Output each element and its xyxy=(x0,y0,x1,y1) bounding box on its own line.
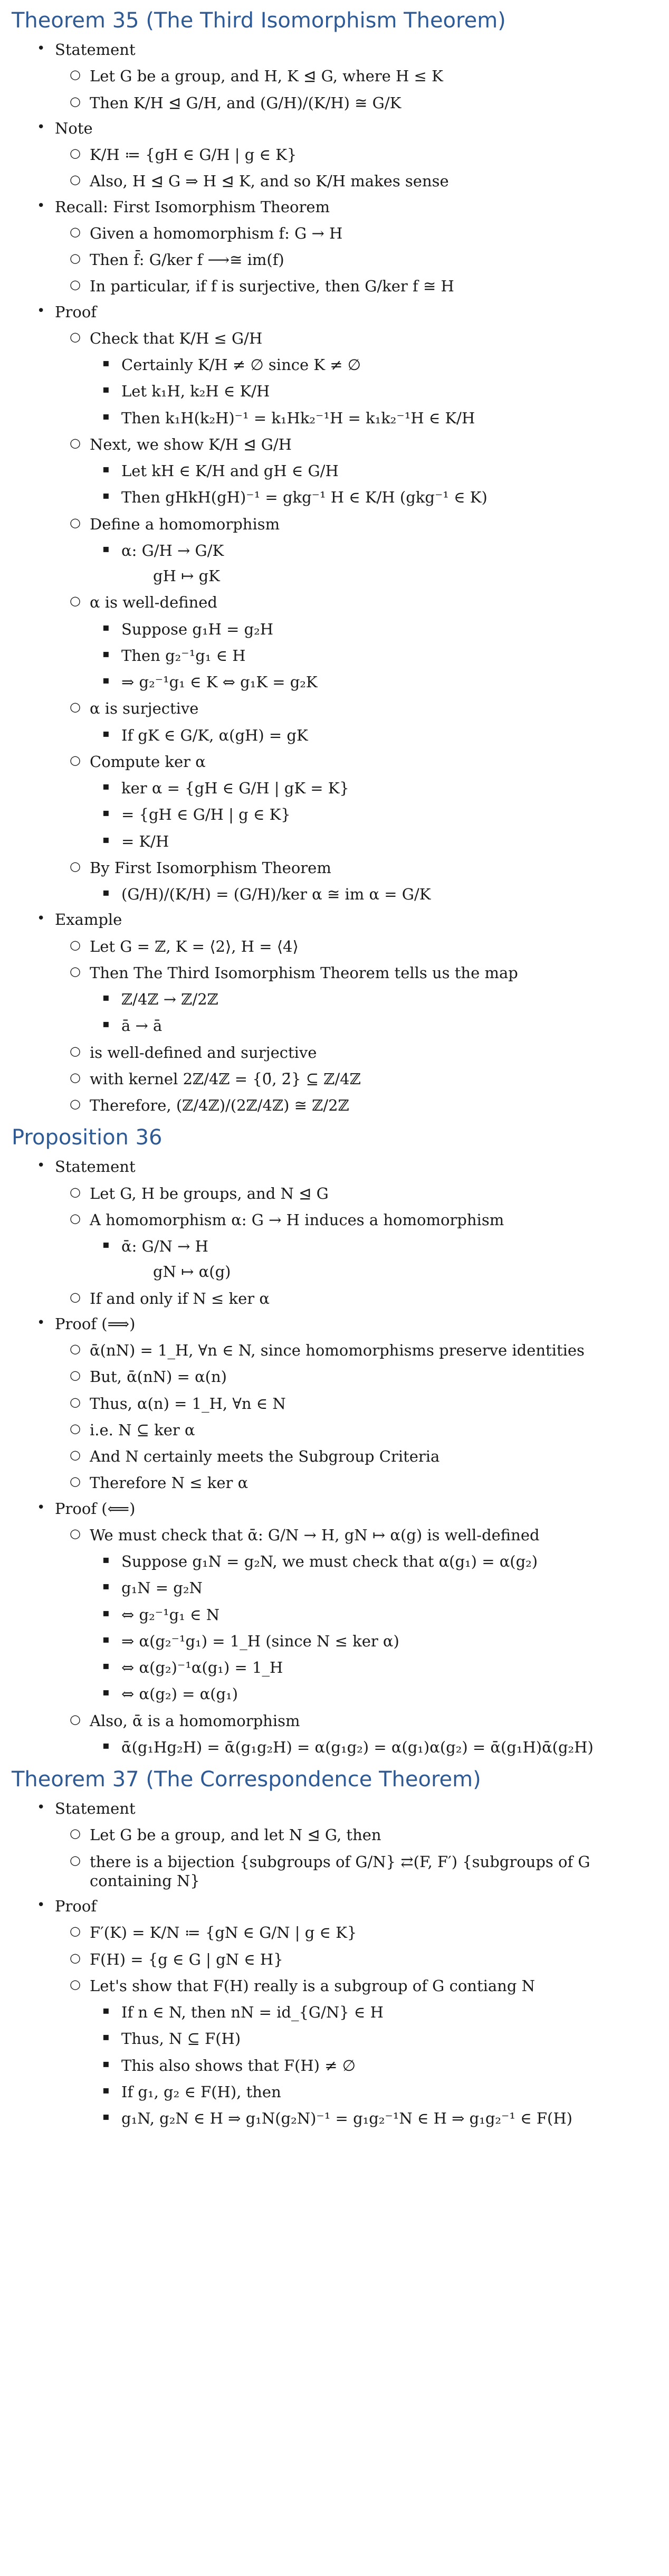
bullet-icon: ▪ xyxy=(102,1238,110,1251)
list-item xyxy=(55,1394,657,1413)
bullet-icon: ▪ xyxy=(102,780,110,792)
list-item xyxy=(55,67,657,86)
list-item xyxy=(12,197,657,296)
list-item xyxy=(90,673,657,692)
list-item xyxy=(55,1289,657,1308)
bullet-icon: ▪ xyxy=(102,2004,110,2016)
item-text: We must check that ᾱ: G/N → H, gN ↦ α(g) is well-defined xyxy=(90,1526,540,1544)
section-heading: Theorem 37 (The Correspondence Theorem) xyxy=(12,1767,481,1792)
item-text: Then g₂⁻¹g₁ ∈ H xyxy=(121,646,246,665)
item-text: ⇒ α(g₂⁻¹g₁) = 1_H (since N ≤ ker α) xyxy=(121,1632,399,1650)
bullet-icon: ○ xyxy=(70,1043,81,1058)
bullet-icon: ○ xyxy=(70,172,81,187)
bullet-icon: ○ xyxy=(70,1069,81,1085)
bullet-icon: ○ xyxy=(70,93,81,109)
item-text: ⇒ g₂⁻¹g₁ ∈ K ⇔ g₁K = g₂K xyxy=(121,673,318,691)
bullet-icon: ○ xyxy=(70,1210,81,1226)
list-item xyxy=(90,1552,657,1571)
item-text: If g₁, g₂ ∈ F(H), then xyxy=(121,2082,281,2101)
bullet-icon: ▪ xyxy=(102,1632,110,1645)
item-text: Proof (⟸) xyxy=(55,1499,136,1518)
bullet-icon: • xyxy=(37,302,45,319)
item-text: F(H) = {g ∈ G | gN ∈ H} xyxy=(90,1950,283,1968)
bullet-icon: ○ xyxy=(70,1341,81,1356)
bullet-icon: ○ xyxy=(70,1096,81,1111)
list-item xyxy=(90,1684,657,1703)
item-text: ⇔ α(g₂) = α(g₁) xyxy=(121,1685,238,1703)
list-item xyxy=(90,1605,657,1624)
bullet-icon: ▪ xyxy=(102,886,110,898)
list-item xyxy=(55,1447,657,1466)
bullet-icon: ▪ xyxy=(102,1738,110,1751)
bullet-icon: ○ xyxy=(70,224,81,239)
bullet-icon: ▪ xyxy=(102,462,110,475)
bullet-icon: ○ xyxy=(70,752,81,768)
list-item xyxy=(12,1314,657,1493)
outline-level-2 xyxy=(55,145,657,191)
item-text: Then k₁H(k₂H)⁻¹ = k₁Hk₂⁻¹H = k₁k₂⁻¹H ∈ K/H xyxy=(121,409,475,427)
item-text: Let G, H be groups, and N ⊴ G xyxy=(90,1184,329,1202)
item-text: If gK ∈ G/K, α(gH) = gK xyxy=(121,726,308,744)
outline-level-1 xyxy=(12,1799,657,2128)
item-text: Example xyxy=(55,911,122,929)
bullet-icon: ▪ xyxy=(102,2110,110,2123)
list-item xyxy=(55,699,657,745)
item-text: In particular, if f is surjective, then G/ker f ≅ H xyxy=(90,277,454,296)
outline-level-3 xyxy=(90,2003,657,2128)
item-text: ā → ā xyxy=(121,1017,163,1035)
bullet-icon: • xyxy=(37,1314,45,1331)
bullet-icon: ○ xyxy=(70,1950,81,1965)
bullet-icon: ○ xyxy=(70,1711,81,1727)
item-text: F′(K) = K/N ≔ {gN ∈ G/N | g ∈ K} xyxy=(90,1924,357,1942)
outline-level-1 xyxy=(12,40,657,1115)
outline-level-3 xyxy=(90,355,657,428)
outline-level-3 xyxy=(90,461,657,507)
list-item xyxy=(55,1950,657,1969)
item-text: Then f̄: G/ker f ⟶≅ im(f) xyxy=(90,251,284,269)
list-item xyxy=(90,488,657,507)
bullet-icon: ○ xyxy=(70,1976,81,1992)
list-item xyxy=(90,541,657,586)
section xyxy=(12,1124,657,1757)
list-item xyxy=(90,620,657,639)
item-text: Thus, N ⊆ F(H) xyxy=(121,2030,241,2048)
bullet-icon: ▪ xyxy=(102,832,110,846)
item-text: (G/H)/(K/H) = (G/H)/ker α ≅ im α = G/K xyxy=(121,885,431,903)
outline-level-2 xyxy=(55,937,657,1115)
bullet-icon: ▪ xyxy=(102,991,110,1003)
bullet-icon: ○ xyxy=(70,1924,81,1939)
outline-level-3 xyxy=(90,990,657,1036)
item-text: Note xyxy=(55,119,93,137)
bullet-icon: ▪ xyxy=(102,1579,110,1593)
bullet-icon: ▪ xyxy=(102,2083,110,2096)
item-text: ᾱ(g₁Hg₂H) = ᾱ(g₁g₂H) = α(g₁g₂) = α(g₁)α(g₂) = ᾱ(g₁H)ᾱ(g₂H) xyxy=(121,1738,594,1756)
bullet-icon: • xyxy=(37,41,45,56)
list-item xyxy=(90,2056,657,2075)
bullet-icon: ○ xyxy=(70,1474,81,1489)
list-item xyxy=(90,1237,657,1282)
outline-level-2 xyxy=(55,1341,657,1493)
bullet-icon: ○ xyxy=(70,1447,81,1462)
item-text: is well-defined and surjective xyxy=(90,1043,317,1062)
list-item xyxy=(55,172,657,191)
bullet-icon: • xyxy=(37,1499,45,1516)
bullet-icon: • xyxy=(37,911,45,927)
bullet-icon: ○ xyxy=(70,329,81,344)
list-item xyxy=(55,858,657,904)
list-item xyxy=(55,277,657,296)
item-text: g₁N = g₂N xyxy=(121,1579,203,1597)
bullet-icon: ○ xyxy=(70,1289,81,1304)
outline-level-2 xyxy=(55,67,657,112)
item-text: Statement xyxy=(55,1158,136,1176)
bullet-icon: ▪ xyxy=(102,806,110,819)
list-item xyxy=(90,1632,657,1651)
list-item xyxy=(55,435,657,507)
list-item xyxy=(55,937,657,956)
bullet-icon: ▪ xyxy=(102,1685,110,1699)
item-text: K/H ≔ {gH ∈ G/H | g ∈ K} xyxy=(90,146,297,164)
outline-level-2 xyxy=(55,224,657,296)
list-item xyxy=(90,646,657,665)
item-text: α is surjective xyxy=(90,699,199,718)
bullet-icon: • xyxy=(37,119,45,135)
list-item xyxy=(90,832,657,851)
item-text: with kernel 2ℤ/4ℤ = {0̄, 2̄} ⊆ ℤ/4ℤ xyxy=(90,1069,361,1088)
outline-level-2 xyxy=(55,1825,657,1890)
list-item xyxy=(12,40,657,112)
list-item xyxy=(55,593,657,692)
item-text: Suppose g₁N = g₂N, we must check that α(g₁) = α(g₂) xyxy=(121,1552,538,1570)
list-item xyxy=(55,1976,657,2128)
item-text: Therefore N ≤ ker α xyxy=(90,1474,249,1492)
item-text: Check that K/H ≤ G/H xyxy=(90,329,263,347)
outline-level-2 xyxy=(55,1184,657,1308)
bullet-icon: ▪ xyxy=(102,1606,110,1619)
section-heading: Theorem 35 (The Third Isomorphism Theorem) xyxy=(12,8,506,33)
item-text: Proof (⟹) xyxy=(55,1314,136,1333)
section xyxy=(12,7,657,1115)
item-continuation: gN ↦ α(g) xyxy=(153,1263,231,1281)
list-item xyxy=(90,1016,657,1035)
list-item xyxy=(55,752,657,851)
bullet-icon: ○ xyxy=(70,515,81,530)
list-item xyxy=(12,1499,657,1757)
list-item xyxy=(90,2109,657,2128)
bullet-icon: ▪ xyxy=(102,542,110,555)
list-item xyxy=(55,93,657,112)
list-item xyxy=(55,250,657,269)
bullet-icon: ▪ xyxy=(102,356,110,369)
item-text: Thus, α(n) = 1_H, ∀n ∈ N xyxy=(90,1394,286,1413)
item-text: Statement xyxy=(55,1800,136,1817)
item-text: Then K/H ⊴ G/H, and (G/H)/(K/H) ≅ G/K xyxy=(90,93,402,112)
section-heading: Proposition 36 xyxy=(12,1125,163,1150)
item-text: Then gHkH(gH)⁻¹ = gkg⁻¹ H ∈ K/H (gkg⁻¹ ∈ K) xyxy=(121,488,488,507)
bullet-icon: ▪ xyxy=(102,409,110,422)
item-text: ker α = {gH ∈ G/H | gK = K} xyxy=(121,779,349,797)
list-item xyxy=(12,1897,657,2128)
bullet-icon: ○ xyxy=(70,937,81,952)
list-item xyxy=(90,2003,657,2022)
item-text: Therefore, (ℤ/4ℤ)/(2ℤ/4ℤ) ≅ ℤ/2ℤ xyxy=(90,1096,349,1114)
outline-level-3 xyxy=(90,885,657,904)
bullet-icon: ▪ xyxy=(102,674,110,686)
list-item xyxy=(55,145,657,164)
item-text: A homomorphism α: G → H induces a homomorphism xyxy=(90,1210,504,1229)
bullet-icon: ○ xyxy=(70,1368,81,1383)
list-item xyxy=(90,1738,657,1757)
item-text: ⇔ α(g₂)⁻¹α(g₁) = 1_H xyxy=(121,1659,283,1677)
list-item xyxy=(90,409,657,428)
item-text: If and only if N ≤ ker α xyxy=(90,1289,270,1308)
list-item xyxy=(55,224,657,243)
item-text: Given a homomorphism f: G → H xyxy=(90,224,343,242)
bullet-icon: • xyxy=(37,1158,45,1174)
list-item xyxy=(55,1069,657,1088)
item-text: Recall: First Isomorphism Theorem xyxy=(55,197,330,216)
list-item xyxy=(55,1210,657,1282)
list-item xyxy=(90,779,657,798)
bullet-icon: ○ xyxy=(70,858,81,874)
list-item xyxy=(55,1526,657,1704)
item-text: By First Isomorphism Theorem xyxy=(90,858,331,877)
item-text: But, ᾱ(nN) = α(n) xyxy=(90,1368,227,1386)
item-text: And N certainly meets the Subgroup Criteria xyxy=(90,1447,440,1465)
list-item xyxy=(55,515,657,586)
item-text: Next, we show K/H ⊴ G/H xyxy=(90,435,292,453)
item-text: Also, H ⊴ G ⇒ H ⊴ K, and so K/H makes sense xyxy=(90,172,449,191)
item-text: i.e. N ⊆ ker α xyxy=(90,1420,195,1439)
bullet-icon: ○ xyxy=(70,277,81,292)
list-item xyxy=(55,1043,657,1062)
bullet-icon: ○ xyxy=(70,963,81,979)
list-item xyxy=(55,1096,657,1115)
list-item xyxy=(12,119,657,191)
outline-level-2 xyxy=(55,1923,657,2128)
list-item xyxy=(12,1799,657,1890)
item-text: Let G be a group, and let N ⊴ G, then xyxy=(90,1826,381,1844)
item-text: Suppose g₁H = g₂H xyxy=(121,620,274,638)
outline-level-2 xyxy=(55,1526,657,1757)
bullet-icon: • xyxy=(37,1897,45,1913)
item-text: Certainly K/H ≠ ∅ since K ≠ ∅ xyxy=(121,356,361,374)
bullet-icon: ▪ xyxy=(102,2057,110,2070)
outline-level-3 xyxy=(90,779,657,851)
bullet-icon: ▪ xyxy=(102,647,110,660)
item-text: ᾱ(nN) = 1_H, ∀n ∈ N, since homomorphisms preserve identities xyxy=(90,1341,585,1359)
outline-level-3 xyxy=(90,726,657,745)
list-item xyxy=(12,910,657,1115)
list-item xyxy=(90,885,657,904)
item-text: Define a homomorphism xyxy=(90,515,280,533)
list-item xyxy=(90,990,657,1009)
outline-level-3 xyxy=(90,1237,657,1282)
bullet-icon: ○ xyxy=(70,593,81,609)
list-item xyxy=(90,382,657,401)
item-text: ℤ/4ℤ → ℤ/2ℤ xyxy=(121,990,218,1008)
bullet-icon: ○ xyxy=(70,1826,81,1841)
list-item xyxy=(55,1923,657,1942)
outline-level-1 xyxy=(12,1157,657,1757)
item-text: ᾱ: G/N → H xyxy=(121,1237,208,1255)
bullet-icon: ○ xyxy=(70,251,81,266)
bullet-icon: ○ xyxy=(70,67,81,82)
list-item xyxy=(90,1658,657,1677)
bullet-icon: ▪ xyxy=(102,2030,110,2043)
bullet-icon: ▪ xyxy=(102,489,110,502)
list-item xyxy=(12,302,657,904)
bullet-icon: ▪ xyxy=(102,1017,110,1030)
item-text: α: G/H → G/K xyxy=(121,541,224,560)
list-item xyxy=(90,2082,657,2101)
list-item xyxy=(55,1184,657,1203)
item-text: Let's show that F(H) really is a subgroup of G contiang N xyxy=(90,1976,536,1995)
list-item xyxy=(90,1578,657,1597)
bullet-icon: ▪ xyxy=(102,1553,110,1566)
item-text: Then The Third Isomorphism Theorem tells us the map xyxy=(90,963,518,982)
outline-level-3 xyxy=(90,620,657,692)
bullet-icon: ○ xyxy=(70,699,81,715)
item-text: Let k₁H, k₂H ∈ K/H xyxy=(121,382,270,401)
outline-level-3 xyxy=(90,1552,657,1704)
bullet-icon: ○ xyxy=(70,1420,81,1436)
outline-level-3 xyxy=(90,541,657,586)
list-item xyxy=(12,1157,657,1308)
list-item xyxy=(90,805,657,824)
list-item xyxy=(55,1473,657,1492)
list-item xyxy=(55,1852,657,1891)
outline-level-2 xyxy=(55,329,657,904)
section xyxy=(12,1766,657,2128)
list-item xyxy=(55,1420,657,1439)
item-text: Statement xyxy=(55,41,136,59)
bullet-icon: ○ xyxy=(70,1852,81,1868)
bullet-icon: ○ xyxy=(70,146,81,160)
item-text: This also shows that F(H) ≠ ∅ xyxy=(121,2056,356,2075)
list-item xyxy=(90,461,657,480)
bullet-icon: • xyxy=(37,197,45,214)
outline-level-3 xyxy=(90,1738,657,1757)
bullet-icon: ○ xyxy=(70,1184,81,1199)
item-text: Let G be a group, and H, K ⊴ G, where H ≤ K xyxy=(90,67,443,86)
list-item xyxy=(55,1825,657,1844)
list-item xyxy=(55,1341,657,1360)
item-text: Let G = ℤ, K = ⟨2⟩, H = ⟨4⟩ xyxy=(90,937,299,955)
bullet-icon: ▪ xyxy=(102,1659,110,1672)
item-text: Let kH ∈ K/H and gH ∈ G/H xyxy=(121,462,339,480)
item-text: = K/H xyxy=(121,832,169,850)
bullet-icon: ▪ xyxy=(102,620,110,633)
bullet-icon: ▪ xyxy=(102,383,110,396)
bullet-icon: ○ xyxy=(70,1394,81,1409)
list-item xyxy=(90,726,657,745)
item-text: Compute ker α xyxy=(90,752,206,771)
bullet-icon: ○ xyxy=(70,1526,81,1541)
list-item xyxy=(90,2029,657,2048)
item-text: g₁N, g₂N ∈ H ⇒ g₁N(g₂N)⁻¹ = g₁g₂⁻¹N ∈ H ⇒ g₁g₂⁻¹ ∈ F(H) xyxy=(121,2109,572,2127)
list-item xyxy=(55,1711,657,1757)
item-text: there is a bijection {subgroups of G/N} ⇄(F, F′) {subgroups of G containing N} xyxy=(90,1852,590,1890)
item-text: Proof xyxy=(55,1897,97,1915)
list-item xyxy=(90,355,657,374)
item-continuation: gH ↦ gK xyxy=(153,567,220,585)
item-text: ⇔ g₂⁻¹g₁ ∈ N xyxy=(121,1605,220,1624)
list-item xyxy=(55,1367,657,1386)
item-text: Proof xyxy=(55,302,97,321)
item-text: If n ∈ N, then nN = id_{G/N} ∈ H xyxy=(121,2003,384,2021)
item-text: α is well-defined xyxy=(90,593,217,612)
list-item xyxy=(55,963,657,1036)
list-item xyxy=(55,329,657,428)
bullet-icon: • xyxy=(37,1800,45,1815)
bullet-icon: ▪ xyxy=(102,726,110,740)
item-text: Also, ᾱ is a homomorphism xyxy=(90,1711,300,1730)
bullet-icon: ○ xyxy=(70,435,81,450)
item-text: = {gH ∈ G/H | g ∈ K} xyxy=(121,806,291,824)
